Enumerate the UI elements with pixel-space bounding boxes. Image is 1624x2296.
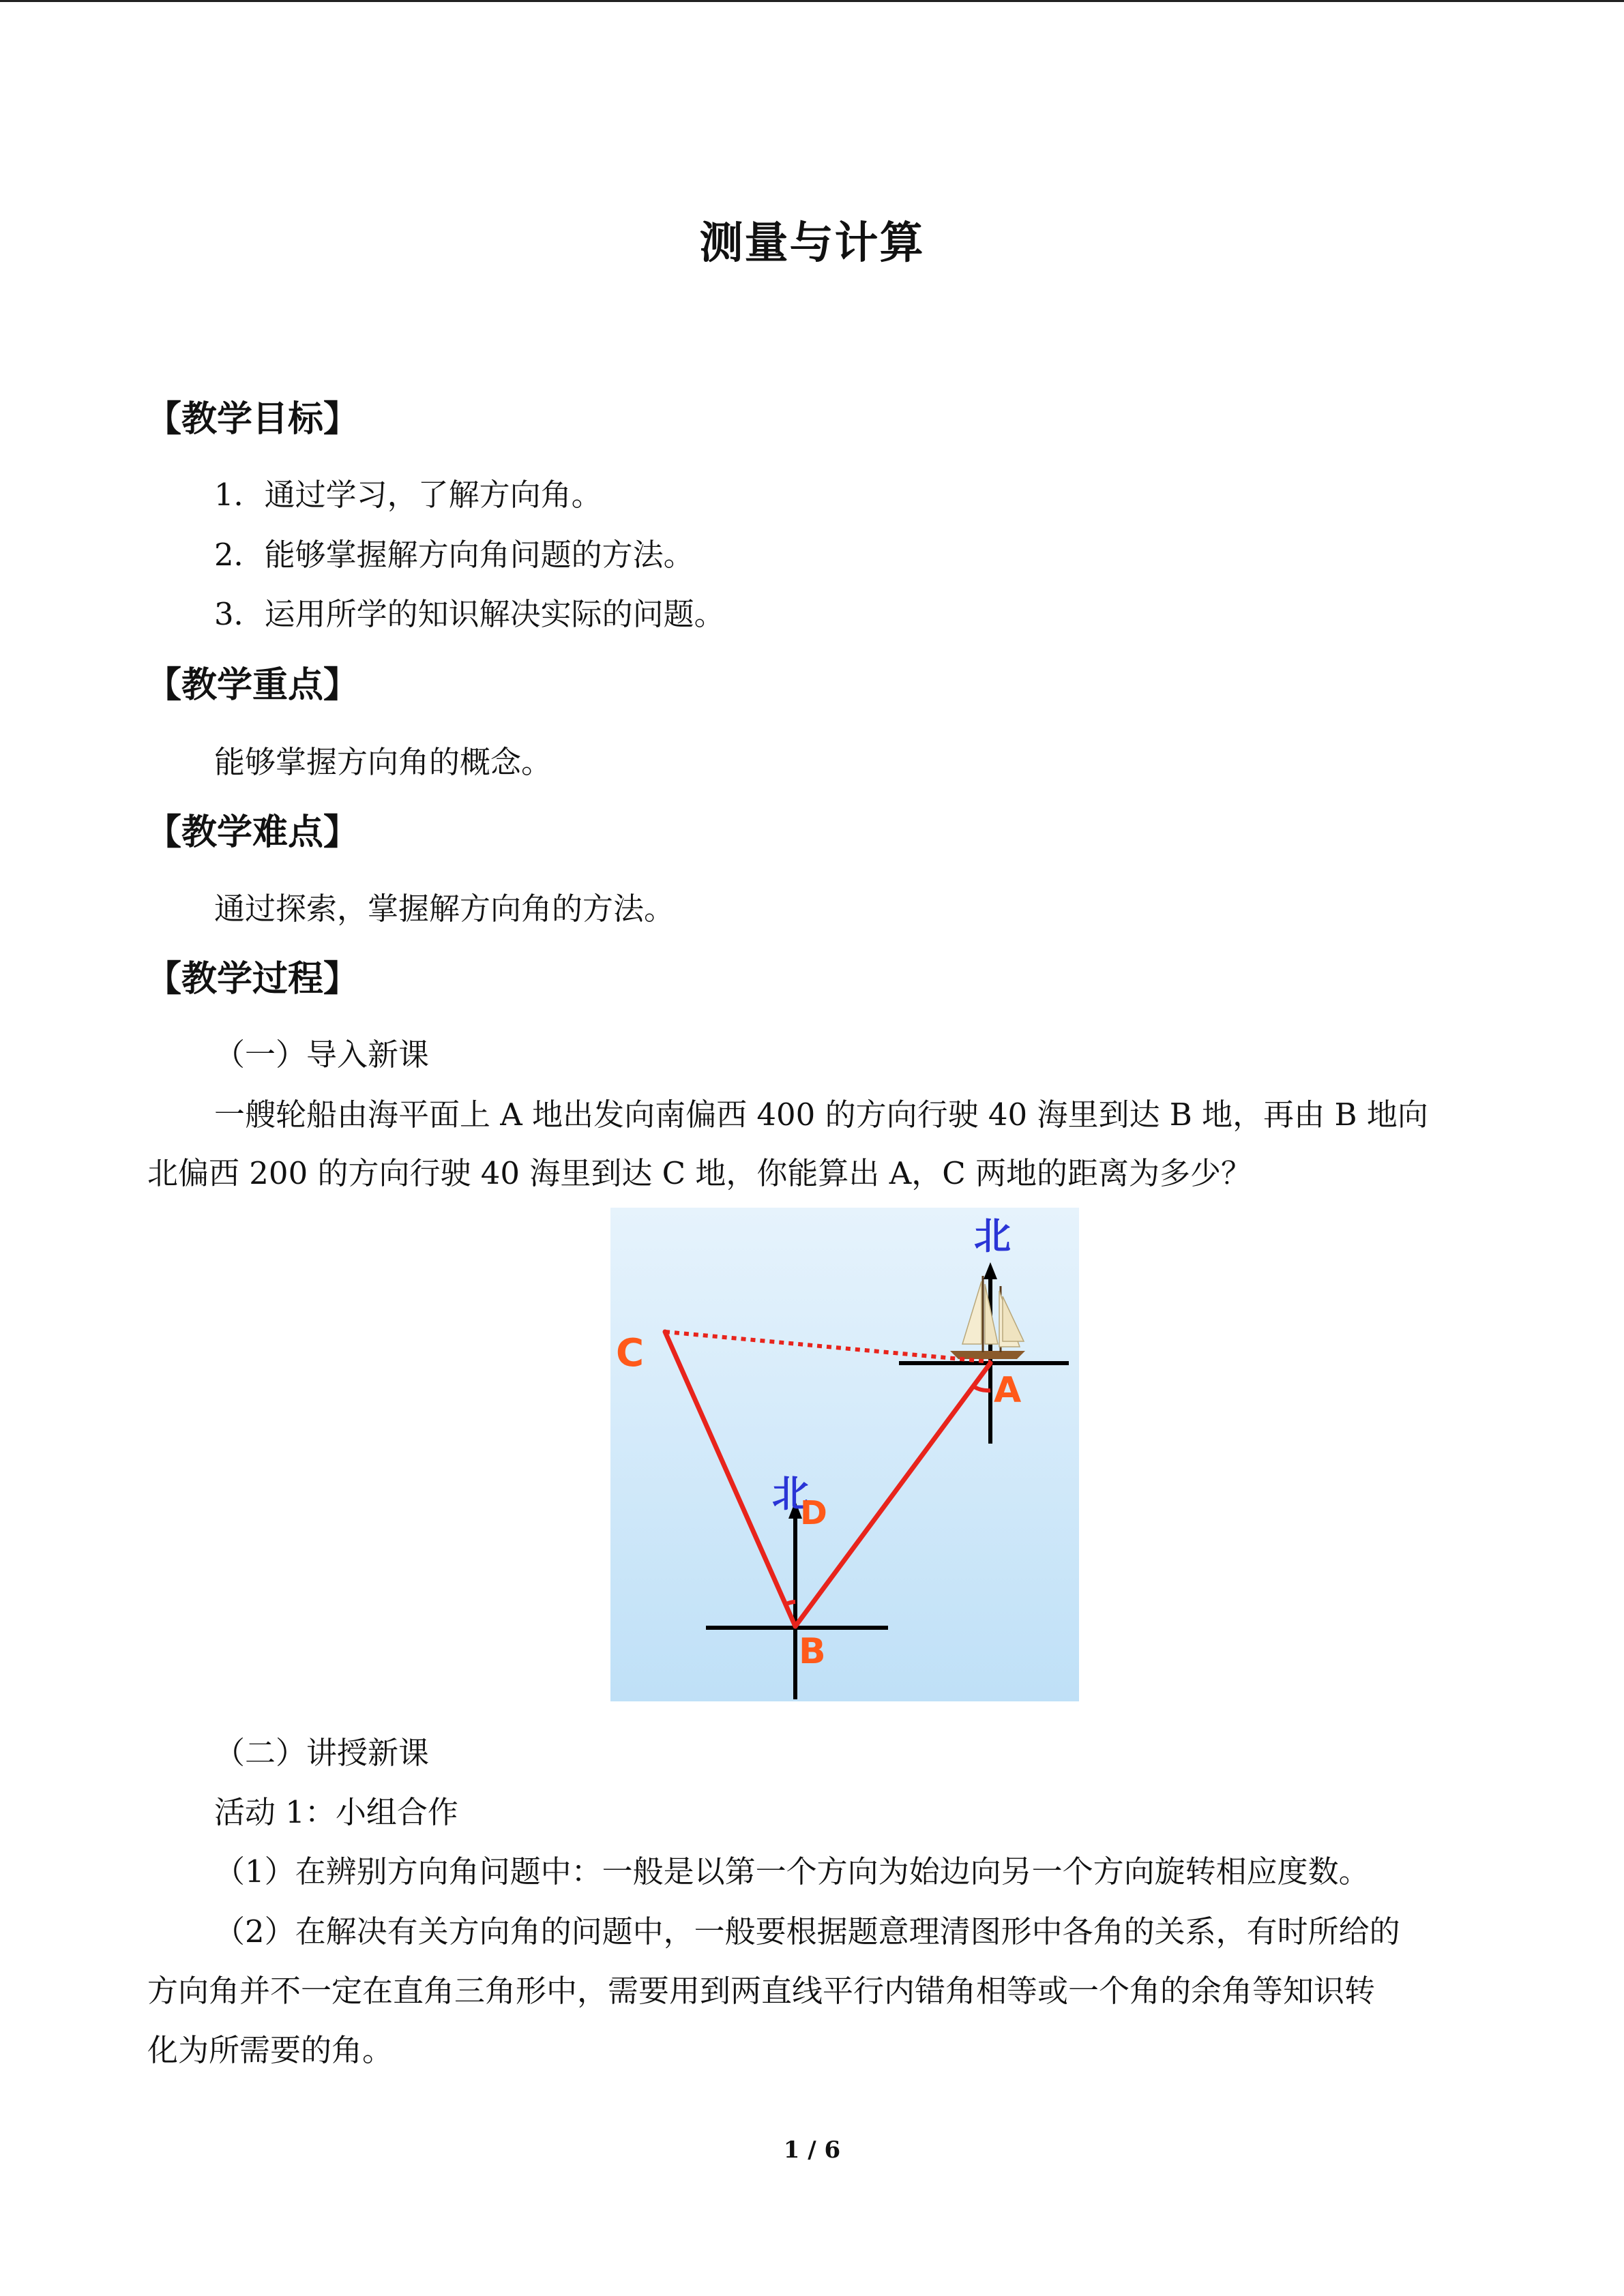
point-label-a: A <box>994 1370 1022 1411</box>
page-number: 1 / 6 <box>783 2136 841 2164</box>
teach-label: （二）讲授新课 <box>214 1735 430 1771</box>
goal-item-2: 2．能够掌握解方向角问题的方法。 <box>214 537 694 573</box>
problem-line-2: 北偏西 200 的方向行驶 40 海里到达 C 地，你能算出 A，C 两地的距离为多少？ <box>147 1155 1252 1191</box>
point-2-line-3: 化为所需要的角。 <box>147 2032 394 2068</box>
north-label-bottom: 北 <box>772 1472 809 1515</box>
problem-line-1: 一艘轮船由海平面上 A 地出发向南偏西 400 的方向行驶 40 海里到达 B 地，再由 B 地向 <box>214 1097 1428 1133</box>
point-label-c: C <box>616 1331 645 1375</box>
point-label-b: B <box>799 1631 826 1672</box>
page-top-border <box>0 0 1624 2</box>
point-2-line-2: 方向角并不一定在直角三角形中，需要用到两直线平行内错角相等或一个角的余角等知识转 <box>147 1973 1376 2009</box>
heading-teaching-process: 【教学过程】 <box>146 959 359 1000</box>
goal-item-3: 3．运用所学的知识解决实际的问题。 <box>214 596 725 632</box>
point-2-line-1: （2）在解决有关方向角的问题中，一般要根据题意理清图形中各角的关系，有时所给的 <box>214 1913 1400 1950</box>
north-label-top: 北 <box>974 1214 1011 1257</box>
heading-teaching-goals: 【教学目标】 <box>146 399 359 440</box>
point-label-d: D <box>800 1494 827 1532</box>
difficulty-text: 通过探索，掌握解方向角的方法。 <box>214 891 675 927</box>
direction-angle-figure <box>610 1208 1079 1701</box>
goal-item-1: 1．通过学习，了解方向角。 <box>214 477 602 513</box>
heading-teaching-key: 【教学重点】 <box>146 665 359 706</box>
activity-label: 活动 1：小组合作 <box>214 1794 458 1830</box>
intro-label: （一）导入新课 <box>214 1037 430 1073</box>
point-1: （1）在辨别方向角问题中：一般是以第一个方向为始边向另一个方向旋转相应度数。 <box>214 1853 1370 1890</box>
page-title: 测量与计算 <box>699 218 925 269</box>
heading-teaching-difficulty: 【教学难点】 <box>146 812 359 853</box>
key-text: 能够掌握方向角的概念。 <box>214 744 552 780</box>
